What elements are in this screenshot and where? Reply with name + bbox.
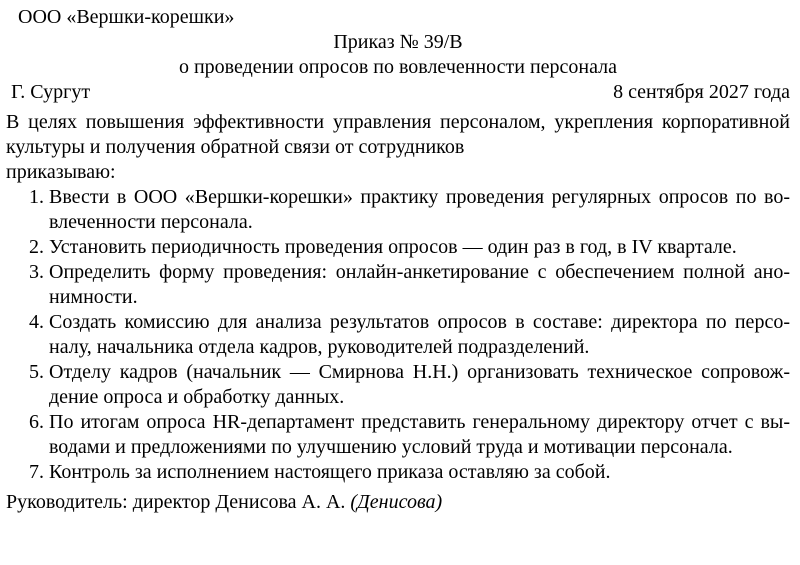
order-item: 6. По итогам опроса HR-департамент представить генеральному директору отчет с выводами и предложениями по улучшению условий труда и мотивации персонала. <box>49 410 790 460</box>
signature-line <box>6 490 790 515</box>
order-items-list <box>6 185 790 485</box>
order-item: 3. Определить форму проведения: онлайн-анкетирование с обеспечением полной анонимности. <box>49 260 790 310</box>
order-item: 7. Контроль за исполнением настоящего приказа оставляю за собой. <box>49 460 790 485</box>
preamble-text: В целях повышения эффективности управления персоналом, укрепления корпоративной культуры и получения обратной связи от сотрудников <box>6 111 790 158</box>
date-label: 8 сентября 2027 года <box>613 81 790 103</box>
document-subtitle: о проведении опросов по вовлеченности персонала <box>178 56 618 78</box>
city-date-line <box>6 80 790 105</box>
order-item: 5. Отделу кадров (начальник — Смирнова Н.Н.) организовать техническое сопровождение опроса и обработку данных. <box>49 360 790 410</box>
order-item: 2. Установить периодичность проведения опросов — один раз в год, в IV квартале. <box>49 235 790 260</box>
company-name: ООО «Вершки-корешки» <box>18 6 235 28</box>
order-item: 4. Создать комиссию для анализа результатов опросов в составе: директора по персоналу, начальника отдела кадров, руководителей подразделений. <box>49 310 790 360</box>
order-item: 1. Ввести в ООО «Вершки-корешки» практику проведения регулярных опросов по вовлеченности персонала. <box>49 185 790 235</box>
signature-prefix: Руководитель: директор Денисова А. А. <box>6 491 346 513</box>
city-label: Г. Сургут <box>11 81 91 103</box>
signature-name: (Денисова) <box>350 491 443 513</box>
document-title: Приказ № 39/В <box>333 31 463 53</box>
order-word: приказываю: <box>6 161 116 183</box>
